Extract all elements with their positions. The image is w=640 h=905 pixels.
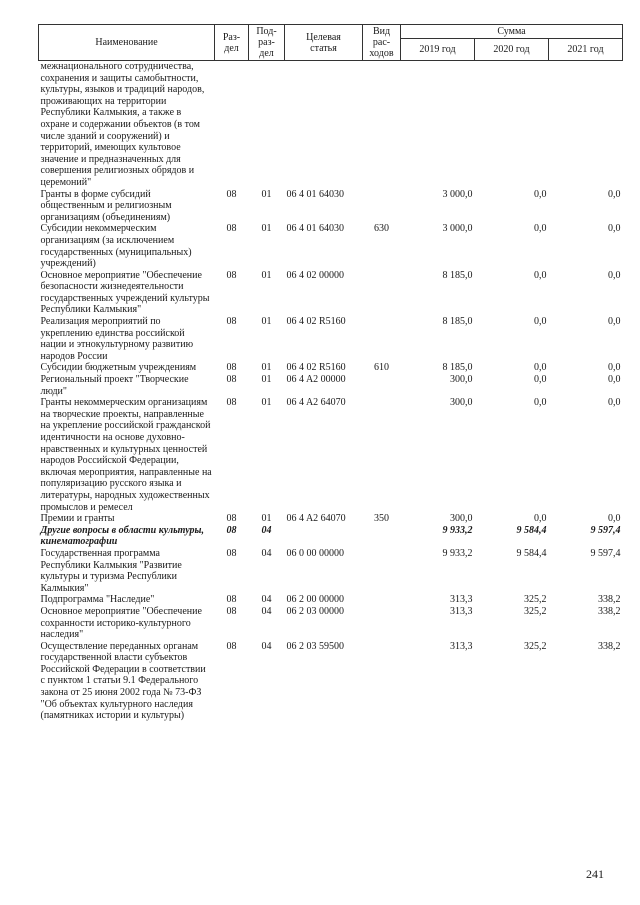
row-amount-2020: 0,0 — [534, 223, 547, 235]
header-podrazdel: Под- раз- дел — [249, 25, 285, 61]
row-amount-2020: 9 584,4 — [516, 524, 547, 536]
row-podrazdel: 01 — [261, 316, 272, 328]
row-amount-2021: 0,0 — [608, 513, 621, 525]
row-amount-2019: 3 000,0 — [442, 188, 473, 200]
row-podrazdel: 01 — [261, 362, 272, 374]
header-razdel: Раз- дел — [215, 25, 249, 61]
row-razdel: 08 — [226, 547, 237, 559]
row-podrazdel: 04 — [261, 594, 272, 606]
row-vid — [363, 316, 401, 362]
header-vid: Вид рас- ходов — [363, 25, 401, 61]
row-amount-2021: 338,2 — [598, 640, 621, 652]
row-vid — [363, 548, 401, 594]
row-amount-2020: 0,0 — [534, 188, 547, 200]
row-target: 06 2 00 00000 — [286, 594, 344, 606]
row-vid — [363, 61, 401, 189]
header-year-2019: 2019 год — [401, 39, 475, 61]
table-row — [39, 641, 623, 722]
row-name: Осуществление переданных органам государственной власти субъектов Российской Федерации в соответствии с пунктом 1 статьи 9.1 Федерального закона от 25 июня 2002 года № 73-ФЗ "Об объектах культурного наследия (памятниках истории и культуры) — [40, 640, 206, 722]
row-amount-2019: 8 185,0 — [442, 362, 473, 374]
table-row — [39, 270, 623, 316]
row-amount-2021: 0,0 — [608, 397, 621, 409]
row-target: 06 4 01 64030 — [286, 188, 344, 200]
row-vid — [363, 189, 401, 224]
row-amount-2020: 0,0 — [534, 397, 547, 409]
row-target: 06 4 02 R5160 — [286, 362, 346, 374]
header-year-2020: 2020 год — [475, 39, 549, 61]
row-name: Основное мероприятие "Обеспечение безопасности жизнедеятельности государственных учреждений культуры Республики Калмыкия" — [40, 269, 210, 316]
row-name: Субсидии бюджетным учреждениям — [40, 362, 197, 374]
table-body — [39, 61, 623, 722]
row-amount-2021: 9 597,4 — [590, 547, 621, 559]
row-podrazdel: 04 — [261, 640, 272, 652]
row-podrazdel: 04 — [261, 524, 272, 536]
row-name: Реализация мероприятий по укреплению единства российской нации и этнокультурному развитию народов России — [40, 316, 194, 362]
row-name: Региональный проект "Творческие люди" — [40, 374, 189, 397]
row-vid: 350 — [374, 513, 389, 525]
row-vid — [363, 606, 401, 641]
row-target: 06 4 A2 64070 — [286, 513, 346, 525]
row-amount-2019: 313,3 — [450, 605, 473, 617]
row-name: Другие вопросы в области культуры, кинематографии — [40, 524, 204, 548]
row-amount-2019: 313,3 — [450, 594, 473, 606]
row-razdel: 08 — [226, 594, 237, 606]
table-row — [39, 362, 623, 374]
row-name: Премии и гранты — [40, 513, 115, 525]
row-amount-2021: 9 597,4 — [590, 524, 621, 536]
row-vid: 630 — [374, 223, 389, 235]
row-razdel: 08 — [226, 374, 237, 386]
row-podrazdel: 04 — [261, 547, 272, 559]
row-vid — [363, 594, 401, 606]
row-podrazdel: 01 — [261, 188, 272, 200]
row-amount-2021: 0,0 — [608, 223, 621, 235]
row-amount-2019: 313,3 — [450, 640, 473, 652]
row-amount-2020 — [475, 61, 549, 189]
row-target: 06 4 A2 64070 — [286, 397, 346, 409]
table-row — [39, 594, 623, 606]
row-razdel: 08 — [226, 513, 237, 525]
row-amount-2020: 325,2 — [524, 594, 547, 606]
table-row — [39, 374, 623, 397]
table-row — [39, 397, 623, 513]
row-amount-2021: 0,0 — [608, 188, 621, 200]
row-name: Основное мероприятие "Обеспечение сохранности историко-культурного наследия" — [40, 605, 202, 641]
row-podrazdel: 01 — [261, 397, 272, 409]
header-sum: Сумма — [401, 25, 623, 39]
row-vid — [363, 374, 401, 397]
row-amount-2021 — [549, 61, 623, 189]
table-row — [39, 223, 623, 269]
table-row — [39, 606, 623, 641]
row-target: 06 0 00 00000 — [286, 547, 344, 559]
row-vid — [363, 270, 401, 316]
row-amount-2019: 9 933,2 — [442, 524, 473, 536]
row-amount-2021: 0,0 — [608, 374, 621, 386]
row-amount-2019: 300,0 — [450, 397, 473, 409]
row-target: 06 4 A2 00000 — [286, 374, 346, 386]
page-number: 241 — [586, 867, 604, 881]
row-amount-2019: 8 185,0 — [442, 269, 473, 281]
header-year-2021: 2021 год — [549, 39, 623, 61]
row-amount-2019: 9 933,2 — [442, 547, 473, 559]
row-podrazdel: 01 — [261, 269, 272, 281]
row-amount-2020: 325,2 — [524, 640, 547, 652]
row-amount-2019: 3 000,0 — [442, 223, 473, 235]
row-razdel: 08 — [226, 362, 237, 374]
row-podrazdel — [249, 61, 285, 189]
row-amount-2020: 325,2 — [524, 605, 547, 617]
row-amount-2021: 338,2 — [598, 594, 621, 606]
row-target: 06 2 03 00000 — [286, 605, 344, 617]
row-name: Субсидии некоммерческим организациям (за исключением государственных (муниципальных) учреждений) — [40, 223, 192, 270]
row-podrazdel: 01 — [261, 513, 272, 525]
row-name: Государственная программа Республики Калмыкия "Развитие культуры и туризма Республики Калмыкия" — [40, 547, 182, 594]
row-amount-2019: 300,0 — [450, 513, 473, 525]
row-razdel: 08 — [226, 269, 237, 281]
row-razdel: 08 — [226, 397, 237, 409]
row-amount-2019: 8 185,0 — [442, 316, 473, 328]
row-target: 06 4 02 00000 — [286, 269, 344, 281]
row-target — [285, 61, 363, 189]
row-vid: 610 — [374, 362, 389, 374]
row-amount-2019 — [401, 61, 475, 189]
row-name: Гранты некоммерческим организациям на творческие проекты, направленные на укрепление российской гражданской идентичности на основе духовно-нравственных и культурных ценностей народов Российской Федерации, включая мероприятия, направленные на популяризацию русского языка и литературы, народных художественных промыслов и ремесел — [40, 397, 212, 513]
row-podrazdel: 01 — [261, 374, 272, 386]
row-vid — [363, 641, 401, 722]
table-row — [39, 548, 623, 594]
budget-table — [38, 24, 623, 722]
row-amount-2020: 0,0 — [534, 513, 547, 525]
row-target — [285, 525, 363, 548]
row-target: 06 4 02 R5160 — [286, 316, 346, 328]
row-razdel: 08 — [226, 223, 237, 235]
row-name: межнационального сотрудничества, сохранения и защиты самобытности, культуры, языков и традиций народов, проживающих на территории Республики Калмыкия, а также в охране и содержании объектов (в том числе зданий и сооружений) и территорий, имеющих культовое значение и предназначенных для совершения религиозных обрядов и церемоний" — [40, 61, 205, 188]
table-row — [39, 316, 623, 362]
row-razdel: 08 — [226, 524, 237, 536]
table-row — [39, 513, 623, 525]
row-vid — [363, 525, 401, 548]
row-razdel: 08 — [226, 188, 237, 200]
row-amount-2020: 0,0 — [534, 362, 547, 374]
row-podrazdel: 01 — [261, 223, 272, 235]
row-razdel — [215, 61, 249, 189]
table-row — [39, 525, 623, 548]
header-target: Целевая статья — [285, 25, 363, 61]
row-amount-2021: 338,2 — [598, 605, 621, 617]
row-amount-2021: 0,0 — [608, 316, 621, 328]
row-amount-2020: 0,0 — [534, 269, 547, 281]
row-name: Гранты в форме субсидий общественным и религиозным организациям (объединениям) — [40, 188, 172, 223]
row-target: 06 2 03 59500 — [286, 640, 344, 652]
row-vid — [363, 397, 401, 513]
header-name: Наименование — [39, 25, 215, 61]
row-target: 06 4 01 64030 — [286, 223, 344, 235]
row-amount-2020: 0,0 — [534, 316, 547, 328]
row-amount-2021: 0,0 — [608, 269, 621, 281]
row-amount-2020: 9 584,4 — [516, 547, 547, 559]
row-amount-2021: 0,0 — [608, 362, 621, 374]
row-amount-2020: 0,0 — [534, 374, 547, 386]
row-razdel: 08 — [226, 640, 237, 652]
table-row — [39, 189, 623, 224]
row-razdel: 08 — [226, 316, 237, 328]
row-name: Подпрограмма "Наследие" — [40, 594, 155, 606]
row-razdel: 08 — [226, 605, 237, 617]
row-amount-2019: 300,0 — [450, 374, 473, 386]
row-podrazdel: 04 — [261, 605, 272, 617]
table-row — [39, 61, 623, 189]
